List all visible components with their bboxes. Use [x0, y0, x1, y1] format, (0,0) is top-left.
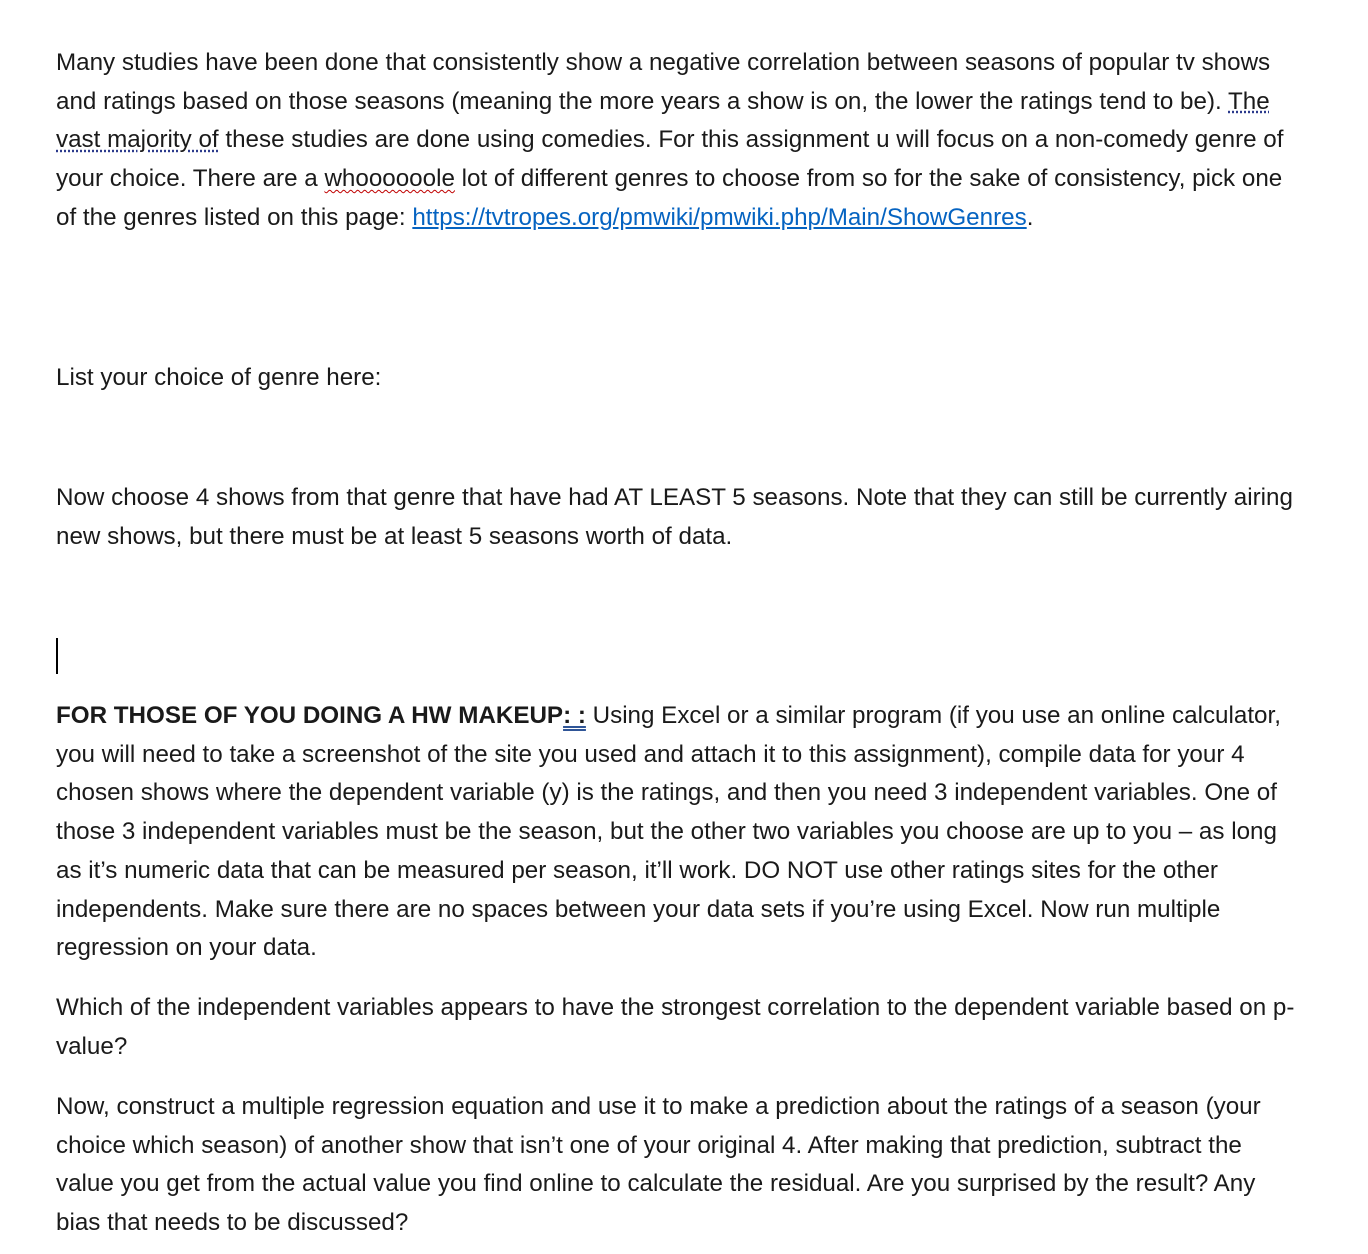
prediction-question: Now, construct a multiple regression equation and use it to make a prediction about the ratings of a season (your choice which season) of another show that isn’t one of your original 4. After making that prediction, subtract the value you get from the actual value you find online to calculate the residual. Are you surprised by the result? Any bias that needs to be discussed?: [56, 1093, 1261, 1237]
intro-text-a: Many studies have been done that consistently show a negative correlation between seasons of popular tv shows and ratings based on those seasons (meaning the more years a show is on, the lower the ratings tend to be).: [56, 49, 1271, 115]
intro-text-d: .: [1026, 203, 1034, 231]
text-cursor: [56, 638, 58, 674]
spelling-flagged-word[interactable]: whoooooole: [324, 165, 455, 193]
genres-link[interactable]: https://tvtropes.org/pmwiki/pmwiki.php/Main/ShowGenres: [412, 203, 1027, 231]
makeup-heading: FOR THOSE OF YOU DOING A HW MAKEUP: [56, 702, 564, 729]
intro-text-b: these studies are done using comedies. For this assignment u will focus on a non-comedy genre of your choice. There are a: [56, 126, 1284, 193]
makeup-paragraph: [56, 697, 1306, 968]
intro-text-c: lot of different genres to choose from so for the sake of consistency, pick one of the genres listed on this page:: [56, 165, 1283, 231]
makeup-text: Using Excel or a similar program (if you use an online calculator, you will need to take a screenshot of the site you used and attach it to this assignment), compile data for your 4 chosen shows where the dependent variable (y) is the ratings, and then you need 3 independent variables. One of those 3 independent variables must be the season, but the other two variables you choose are up to you – as long as it’s numeric data that can be measured per season, it’ll work. DO NOT use other ratings sites for the other independents. Make sure there are no spaces between your data sets if you’re using Excel. Now run multiple regression on your data.: [56, 702, 1281, 962]
shows-instruction: Now choose 4 shows from that genre that have had AT LEAST 5 seasons. Note that they can still be currently airing new shows, but there must be at least 5 seasons worth of data.: [56, 484, 1293, 550]
genre-prompt: List your choice of genre here:: [56, 364, 382, 391]
intro-paragraph: [56, 44, 1306, 238]
pvalue-question: Which of the independent variables appears to have the strongest correlation to the dependent variable based on p-value?: [56, 994, 1295, 1060]
grammar-flagged-phrase[interactable]: The vast majority of: [56, 87, 1270, 154]
flagged-colons[interactable]: : :: [563, 702, 586, 729]
